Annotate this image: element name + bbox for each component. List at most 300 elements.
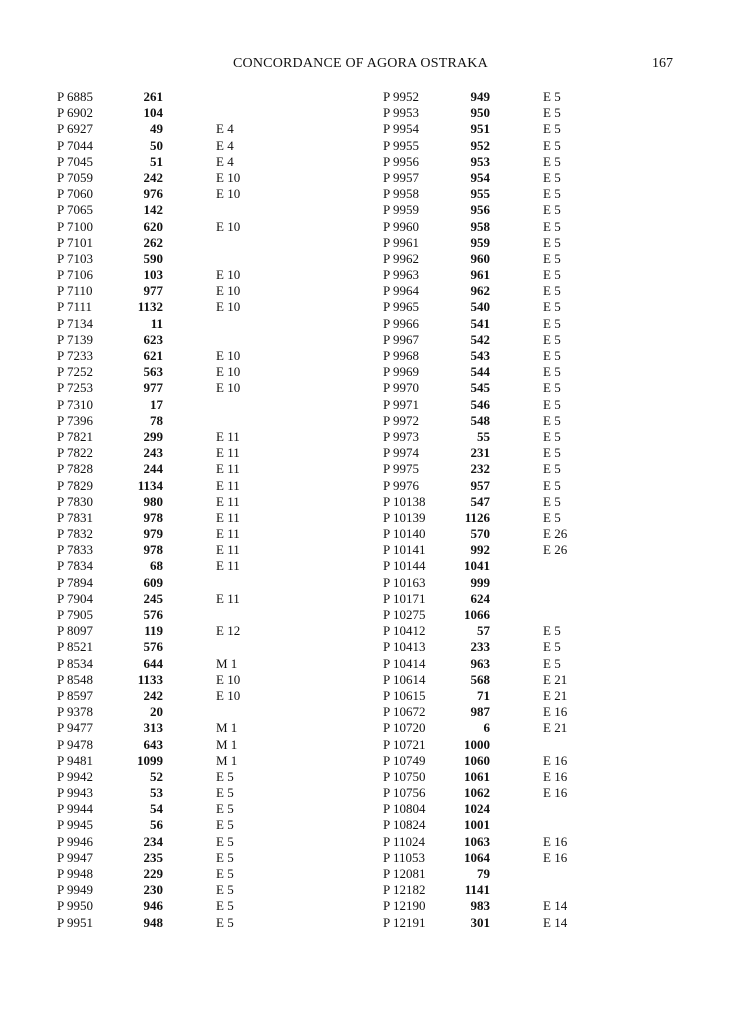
- deposit-reference: E 10: [216, 364, 241, 380]
- inventory-number: P 7829: [57, 477, 93, 493]
- catalogue-number: 1066: [464, 607, 490, 622]
- catalogue-number: 609: [143, 574, 163, 590]
- catalogue-number: 643: [143, 736, 163, 752]
- deposit-reference: E 5: [543, 202, 561, 218]
- concordance-row: [57, 769, 257, 785]
- deposit-reference: E 10: [216, 186, 241, 202]
- deposit-reference: E 11: [216, 493, 240, 509]
- inventory-number: P 7060: [57, 186, 93, 202]
- concordance-row: [383, 542, 583, 558]
- catalogue-number: 620: [143, 218, 163, 234]
- deposit-reference: E 5: [543, 267, 561, 283]
- catalogue-number: 50: [150, 137, 163, 153]
- catalogue-number: 51: [150, 153, 163, 169]
- inventory-number: P 7065: [57, 202, 93, 218]
- inventory-number: P 6927: [57, 121, 93, 137]
- deposit-reference: E 5: [543, 428, 561, 444]
- catalogue-number: 235: [143, 849, 163, 865]
- catalogue-number: 545: [470, 380, 490, 396]
- concordance-row: [57, 397, 257, 413]
- inventory-number: P 9969: [383, 364, 419, 380]
- inventory-number: P 9955: [383, 137, 419, 153]
- catalogue-number: 243: [143, 445, 163, 461]
- concordance-row: [57, 753, 257, 769]
- concordance-row: [383, 753, 583, 769]
- catalogue-number: 232: [470, 461, 490, 477]
- inventory-number: P 9948: [57, 866, 93, 881]
- inventory-number: P 8597: [57, 687, 93, 703]
- catalogue-number: 544: [470, 364, 490, 380]
- inventory-number: P 9974: [383, 445, 419, 461]
- deposit-reference: E 5: [543, 153, 561, 169]
- inventory-number: P 10138: [383, 493, 426, 509]
- catalogue-number: 1063: [464, 833, 490, 849]
- concordance-row: [57, 170, 257, 186]
- concordance-row: [383, 461, 583, 477]
- deposit-reference: E 14: [543, 914, 568, 930]
- inventory-number: P 9966: [383, 315, 419, 331]
- catalogue-number: 1061: [464, 768, 490, 784]
- catalogue-number: 624: [470, 590, 490, 606]
- inventory-number: P 9945: [57, 817, 93, 833]
- deposit-reference: E 16: [543, 704, 568, 720]
- inventory-number: P 7101: [57, 234, 93, 250]
- inventory-number: P 7832: [57, 526, 93, 542]
- inventory-number: P 7111: [57, 299, 93, 315]
- concordance-row: [57, 817, 257, 833]
- concordance-row: [57, 235, 257, 251]
- inventory-number: P 9950: [57, 898, 93, 914]
- catalogue-number: 992: [470, 542, 490, 558]
- catalogue-number: 541: [470, 315, 490, 331]
- deposit-reference: E 11: [216, 558, 240, 574]
- catalogue-number: 1060: [464, 752, 490, 768]
- concordance-row: [383, 121, 583, 137]
- catalogue-number: 979: [143, 526, 163, 542]
- deposit-reference: E 5: [543, 461, 561, 477]
- concordance-row: [57, 672, 257, 688]
- inventory-number: P 9378: [57, 704, 93, 720]
- concordance-row: [57, 575, 257, 591]
- catalogue-number: 590: [143, 250, 163, 266]
- concordance-row: [57, 526, 257, 542]
- deposit-reference: E 5: [543, 477, 561, 493]
- catalogue-number: 546: [470, 396, 490, 412]
- catalogue-number: 644: [143, 655, 163, 671]
- concordance-row: [57, 656, 257, 672]
- inventory-number: P 12081: [383, 866, 426, 881]
- catalogue-number: 960: [470, 250, 490, 266]
- deposit-reference: E 5: [543, 121, 561, 137]
- concordance-row: [383, 348, 583, 364]
- catalogue-number: 953: [470, 153, 490, 169]
- concordance-row: [383, 785, 583, 801]
- deposit-reference: E 5: [216, 914, 234, 930]
- catalogue-number: 547: [470, 493, 490, 509]
- inventory-number: P 7252: [57, 364, 93, 380]
- catalogue-number: 570: [470, 526, 490, 542]
- catalogue-number: 119: [144, 623, 163, 639]
- concordance-row: [383, 720, 583, 736]
- catalogue-number: 1000: [464, 736, 490, 752]
- catalogue-number: 68: [150, 558, 163, 574]
- concordance-row: [383, 866, 583, 882]
- concordance-row: [57, 89, 257, 105]
- deposit-reference: E 5: [543, 396, 561, 412]
- catalogue-number: 55: [477, 428, 490, 444]
- inventory-number: P 10756: [383, 785, 426, 801]
- catalogue-number: 53: [150, 785, 163, 801]
- catalogue-number: 1062: [464, 785, 490, 801]
- catalogue-number: 956: [470, 202, 490, 218]
- concordance-row: [383, 445, 583, 461]
- inventory-number: P 7110: [57, 283, 93, 299]
- inventory-number: P 7894: [57, 574, 93, 590]
- deposit-reference: E 5: [543, 380, 561, 396]
- inventory-number: P 9972: [383, 412, 419, 428]
- deposit-reference: E 12: [216, 623, 241, 639]
- catalogue-number: 543: [470, 348, 490, 363]
- concordance-row: [383, 607, 583, 623]
- inventory-number: P 10749: [383, 752, 426, 768]
- inventory-number: P 7139: [57, 331, 93, 347]
- deposit-reference: E 26: [543, 526, 568, 542]
- deposit-reference: E 10: [216, 218, 241, 234]
- catalogue-number: 987: [470, 704, 490, 720]
- concordance-row: [57, 478, 257, 494]
- concordance-row: [57, 413, 257, 429]
- catalogue-number: 977: [143, 283, 163, 299]
- inventory-number: P 10672: [383, 704, 426, 720]
- inventory-number: P 6885: [57, 89, 93, 104]
- inventory-number: P 8097: [57, 623, 93, 639]
- concordance-row: [57, 364, 257, 380]
- deposit-reference: M 1: [216, 736, 238, 752]
- concordance-row: [57, 154, 257, 170]
- catalogue-number: 961: [470, 267, 490, 283]
- concordance-row: [383, 413, 583, 429]
- concordance-row: [57, 251, 257, 267]
- concordance-row: [383, 688, 583, 704]
- inventory-number: P 9477: [57, 720, 93, 736]
- inventory-number: P 10144: [383, 558, 426, 574]
- deposit-reference: E 10: [216, 687, 241, 703]
- deposit-reference: E 5: [543, 364, 561, 380]
- concordance-row: [383, 251, 583, 267]
- catalogue-number: 1024: [464, 801, 490, 817]
- inventory-number: P 9967: [383, 331, 419, 347]
- deposit-reference: E 5: [543, 234, 561, 250]
- concordance-row: [57, 202, 257, 218]
- catalogue-number: 301: [470, 914, 490, 930]
- inventory-number: P 9957: [383, 169, 419, 185]
- catalogue-number: 262: [143, 234, 163, 250]
- concordance-row: [383, 316, 583, 332]
- deposit-reference: E 5: [216, 817, 234, 833]
- deposit-reference: E 10: [216, 169, 241, 185]
- catalogue-number: 1099: [137, 752, 163, 768]
- concordance-row: [57, 380, 257, 396]
- concordance-row: [57, 898, 257, 914]
- concordance-row: [57, 121, 257, 137]
- inventory-number: P 9975: [383, 461, 419, 477]
- concordance-row: [57, 461, 257, 477]
- deposit-reference: E 11: [216, 445, 240, 461]
- inventory-number: P 9958: [383, 186, 419, 202]
- deposit-reference: E 5: [216, 866, 234, 881]
- deposit-reference: E 5: [543, 218, 561, 234]
- catalogue-number: 142: [143, 202, 163, 218]
- concordance-row: [57, 866, 257, 882]
- deposit-reference: E 5: [216, 785, 234, 801]
- inventory-number: P 9959: [383, 202, 419, 218]
- concordance-row: [57, 316, 257, 332]
- concordance-row: [57, 299, 257, 315]
- inventory-number: P 9954: [383, 121, 419, 137]
- catalogue-number: 299: [143, 428, 163, 444]
- catalogue-number: 244: [143, 461, 163, 477]
- inventory-number: P 9963: [383, 267, 419, 283]
- inventory-number: P 7396: [57, 412, 93, 428]
- page-number: 167: [652, 56, 673, 71]
- inventory-number: P 9960: [383, 218, 419, 234]
- deposit-reference: E 5: [216, 768, 234, 784]
- catalogue-number: 576: [143, 607, 163, 622]
- concordance-row: [383, 154, 583, 170]
- inventory-number: P 10413: [383, 639, 426, 655]
- catalogue-number: 104: [143, 105, 163, 121]
- catalogue-number: 983: [470, 898, 490, 914]
- deposit-reference: M 1: [216, 752, 238, 768]
- deposit-reference: E 10: [216, 380, 241, 396]
- catalogue-number: 229: [143, 866, 163, 881]
- concordance-row: [383, 235, 583, 251]
- concordance-row: [57, 915, 257, 931]
- catalogue-number: 999: [470, 574, 490, 590]
- deposit-reference: M 1: [216, 720, 238, 736]
- deposit-reference: E 11: [216, 428, 240, 444]
- concordance-row: [383, 639, 583, 655]
- inventory-number: P 9971: [383, 396, 419, 412]
- concordance-row: [383, 510, 583, 526]
- catalogue-number: 980: [143, 493, 163, 509]
- inventory-number: P 9964: [383, 283, 419, 299]
- deposit-reference: E 10: [216, 283, 241, 299]
- deposit-reference: E 5: [216, 882, 234, 898]
- inventory-number: P 7044: [57, 137, 93, 153]
- concordance-row: [383, 915, 583, 931]
- deposit-reference: E 5: [216, 898, 234, 914]
- inventory-number: P 10139: [383, 509, 426, 525]
- deposit-reference: E 5: [543, 412, 561, 428]
- inventory-number: P 7310: [57, 396, 93, 412]
- deposit-reference: E 4: [216, 153, 234, 169]
- inventory-number: P 10171: [383, 590, 426, 606]
- inventory-number: P 7831: [57, 509, 93, 525]
- concordance-row: [383, 623, 583, 639]
- deposit-reference: E 26: [543, 542, 568, 558]
- concordance-row: [383, 769, 583, 785]
- concordance-row: [57, 704, 257, 720]
- concordance-right-column: [383, 89, 583, 931]
- inventory-number: P 7059: [57, 169, 93, 185]
- inventory-number: P 7904: [57, 590, 93, 606]
- concordance-row: [57, 332, 257, 348]
- catalogue-number: 576: [143, 639, 163, 655]
- running-title: CONCORDANCE OF AGORA OSTRAKA: [233, 56, 488, 71]
- inventory-number: P 9970: [383, 380, 419, 396]
- concordance-row: [57, 623, 257, 639]
- deposit-reference: E 10: [216, 348, 241, 363]
- catalogue-number: 234: [143, 833, 163, 849]
- catalogue-number: 568: [470, 671, 490, 687]
- catalogue-number: 245: [143, 590, 163, 606]
- inventory-number: P 8521: [57, 639, 93, 655]
- deposit-reference: E 5: [216, 801, 234, 817]
- inventory-number: P 9481: [57, 752, 93, 768]
- catalogue-number: 231: [470, 445, 490, 461]
- inventory-number: P 9951: [57, 914, 93, 930]
- deposit-reference: E 16: [543, 785, 568, 801]
- concordance-row: [57, 138, 257, 154]
- concordance-row: [383, 105, 583, 121]
- catalogue-number: 103: [143, 267, 163, 283]
- inventory-number: P 7106: [57, 267, 93, 283]
- catalogue-number: 963: [470, 655, 490, 671]
- inventory-number: P 9968: [383, 348, 419, 363]
- concordance-row: [383, 591, 583, 607]
- inventory-number: P 8534: [57, 655, 93, 671]
- concordance-row: [383, 138, 583, 154]
- concordance-row: [57, 607, 257, 623]
- deposit-reference: E 5: [543, 283, 561, 299]
- inventory-number: P 10824: [383, 817, 426, 833]
- catalogue-number: 957: [470, 477, 490, 493]
- page-header: [0, 56, 731, 76]
- catalogue-number: 1064: [464, 849, 490, 865]
- catalogue-number: 1141: [464, 882, 490, 898]
- inventory-number: P 7100: [57, 218, 93, 234]
- concordance-row: [383, 170, 583, 186]
- catalogue-number: 49: [150, 121, 163, 137]
- deposit-reference: E 11: [216, 542, 240, 558]
- catalogue-number: 52: [150, 768, 163, 784]
- inventory-number: P 10275: [383, 607, 426, 622]
- catalogue-number: 563: [143, 364, 163, 380]
- concordance-row: [383, 429, 583, 445]
- inventory-number: P 9949: [57, 882, 93, 898]
- concordance-row: [57, 834, 257, 850]
- deposit-reference: E 5: [543, 299, 561, 315]
- concordance-row: [57, 882, 257, 898]
- inventory-number: P 9973: [383, 428, 419, 444]
- deposit-reference: E 10: [216, 671, 241, 687]
- catalogue-number: 540: [470, 299, 490, 315]
- inventory-number: P 7905: [57, 607, 93, 622]
- inventory-number: P 9946: [57, 833, 93, 849]
- inventory-number: P 9942: [57, 768, 93, 784]
- concordance-row: [383, 397, 583, 413]
- concordance-row: [383, 283, 583, 299]
- concordance-row: [57, 510, 257, 526]
- inventory-number: P 7822: [57, 445, 93, 461]
- deposit-reference: E 5: [543, 137, 561, 153]
- catalogue-number: 542: [470, 331, 490, 347]
- inventory-number: P 10614: [383, 671, 426, 687]
- catalogue-number: 56: [150, 817, 163, 833]
- inventory-number: P 11053: [383, 849, 426, 865]
- deposit-reference: E 5: [543, 445, 561, 461]
- deposit-reference: E 5: [543, 250, 561, 266]
- catalogue-number: 11: [150, 315, 163, 331]
- deposit-reference: E 11: [216, 461, 240, 477]
- catalogue-number: 976: [143, 186, 163, 202]
- inventory-number: P 9953: [383, 105, 419, 121]
- inventory-number: P 7134: [57, 315, 93, 331]
- concordance-row: [57, 720, 257, 736]
- concordance-row: [383, 526, 583, 542]
- concordance-row: [383, 202, 583, 218]
- concordance-row: [383, 882, 583, 898]
- catalogue-number: 6: [483, 720, 490, 736]
- concordance-row: [57, 186, 257, 202]
- concordance-row: [383, 267, 583, 283]
- catalogue-number: 1133: [137, 671, 163, 687]
- catalogue-number: 621: [143, 348, 163, 363]
- catalogue-number: 958: [470, 218, 490, 234]
- catalogue-number: 242: [143, 169, 163, 185]
- concordance-row: [383, 478, 583, 494]
- catalogue-number: 623: [143, 331, 163, 347]
- inventory-number: P 7103: [57, 250, 93, 266]
- catalogue-number: 959: [470, 234, 490, 250]
- concordance-row: [57, 494, 257, 510]
- inventory-number: P 9956: [383, 153, 419, 169]
- catalogue-number: 949: [470, 89, 490, 104]
- catalogue-number: 79: [477, 866, 490, 881]
- concordance-row: [57, 558, 257, 574]
- concordance-row: [383, 834, 583, 850]
- deposit-reference: E 21: [543, 687, 568, 703]
- deposit-reference: E 5: [543, 509, 561, 525]
- catalogue-number: 955: [470, 186, 490, 202]
- deposit-reference: E 11: [216, 526, 240, 542]
- deposit-reference: E 5: [543, 89, 561, 104]
- deposit-reference: E 14: [543, 898, 568, 914]
- concordance-row: [57, 639, 257, 655]
- concordance-row: [383, 801, 583, 817]
- deposit-reference: E 5: [216, 849, 234, 865]
- inventory-number: P 9976: [383, 477, 419, 493]
- catalogue-number: 1001: [464, 817, 490, 833]
- concordance-row: [57, 801, 257, 817]
- concordance-row: [57, 105, 257, 121]
- catalogue-number: 1041: [464, 558, 490, 574]
- inventory-number: P 11024: [383, 833, 426, 849]
- inventory-number: P 10141: [383, 542, 426, 558]
- deposit-reference: E 10: [216, 299, 241, 315]
- concordance-row: [57, 785, 257, 801]
- concordance-row: [383, 299, 583, 315]
- concordance-row: [383, 850, 583, 866]
- catalogue-number: 954: [470, 169, 490, 185]
- concordance-row: [383, 704, 583, 720]
- concordance-row: [383, 575, 583, 591]
- concordance-row: [383, 898, 583, 914]
- catalogue-number: 962: [470, 283, 490, 299]
- catalogue-number: 950: [470, 105, 490, 121]
- concordance-row: [383, 332, 583, 348]
